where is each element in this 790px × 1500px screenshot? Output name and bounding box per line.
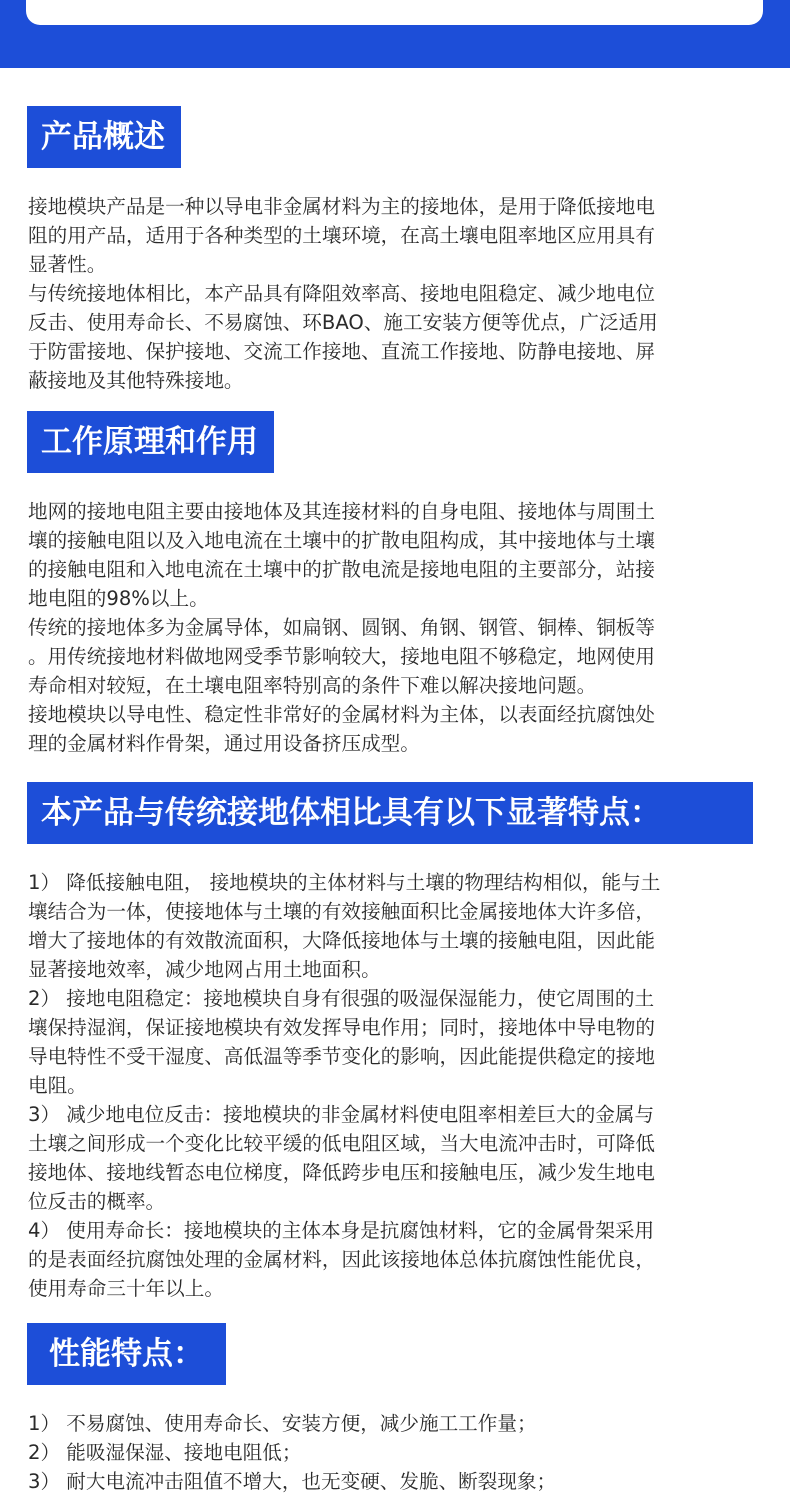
text-line: 理的金属材料作骨架，通过用设备挤压成型。 [28,732,420,755]
text-line: 与传统接地体相比，本产品具有降阻效率高、接地电阻稳定、减少地电位 [28,282,655,305]
text-line: 使用寿命三十年以上。 [28,1277,224,1300]
section-title-features: 本产品与传统接地体相比具有以下显著特点： [27,782,753,844]
section-body-features [28,868,768,1303]
text-line: 位反击的概率。 [28,1190,166,1213]
text-line: 显著接地效率，减少地网占用土地面积。 [28,958,381,981]
section-title-principle: 工作原理和作用 [27,411,274,473]
text-line: 壤的接触电阻以及入地电流在土壤中的扩散电阻构成，其中接地体与土壤 [28,529,655,552]
text-line: 1） 不易腐蚀、使用寿命长、安装方便，减少施工工作量； [28,1412,537,1435]
text-line: 接地体、接地线暂态电位梯度，降低跨步电压和接触电压，减少发生地电 [28,1161,655,1184]
text-line: 土壤之间形成一个变化比较平缓的低电阻区域，当大电流冲击时，可降低 [28,1132,655,1155]
text-line: 2） 接地电阻稳定：接地模块自身有很强的吸湿保湿能力，使它周围的土 [28,987,655,1010]
text-line: 壤保持湿润，保证接地模块有效发挥导电作用；同时，接地体中导电物的 [28,1016,655,1039]
text-line: 寿命相对较短，在土壤电阻率特别高的条件下难以解决接地问题。 [28,674,597,697]
text-line: 导电特性不受干湿度、高低温等季节变化的影响，因此能提供稳定的接地 [28,1045,655,1068]
text-line: 3） 耐大电流冲击阻值不增大，也无变硬、发脆、断裂现象； [28,1470,557,1493]
text-line: 显著性。 [28,253,107,276]
text-line: 的是表面经抗腐蚀处理的金属材料，因此该接地体总体抗腐蚀性能优良， [28,1248,655,1271]
text-line: 电阻。 [28,1074,87,1097]
text-line: 3） 减少地电位反击：接地模块的非金属材料使电阻率相差巨大的金属与 [28,1103,655,1126]
text-line: 传统的接地体多为金属导体，如扁钢、圆钢、角钢、钢管、铜棒、铜板等 [28,616,655,639]
text-line: 2） 能吸湿保湿、接地电阻低； [28,1441,302,1464]
section-body-performance [28,1409,768,1496]
section-body-principle [28,497,768,758]
text-line: 接地模块以导电性、稳定性非常好的金属材料为主体，以表面经抗腐蚀处 [28,703,655,726]
section-title-performance: 性能特点： [27,1323,226,1385]
text-line: 增大了接地体的有效散流面积，大降低接地体与土壤的接触电阻，因此能 [28,929,655,952]
text-line: 接地模块产品是一种以导电非金属材料为主的接地体，是用于降低接地电 [28,195,655,218]
text-line: 地网的接地电阻主要由接地体及其连接材料的自身电阻、接地体与周围土 [28,500,655,523]
text-line: 阻的用产品，适用于各种类型的土壤环境，在高土壤电阻率地区应用具有 [28,224,655,247]
text-line: 壤结合为一体，使接地体与土壤的有效接触面积比金属接地体大许多倍， [28,900,655,923]
section-body-overview [28,192,768,395]
text-line: 的接触电阻和入地电流在土壤中的扩散电流是接地电阻的主要部分，站接 [28,558,655,581]
text-line: 于防雷接地、保护接地、交流工作接地、直流工作接地、防静电接地、屏 [28,340,655,363]
text-line: 1） 降低接触电阻， 接地模块的主体材料与土壤的物理结构相似，能与土 [28,871,661,894]
text-line: 。用传统接地材料做地网受季节影响较大，接地电阻不够稳定，地网使用 [28,645,655,668]
text-line: 地电阻的98%以上。 [28,587,209,610]
section-title-overview: 产品概述 [27,106,181,168]
text-line: 蔽接地及其他特殊接地。 [28,369,244,392]
top-card [26,0,763,25]
text-line: 反击、使用寿命长、不易腐蚀、环BAO、施工安装方便等优点，广泛适用 [28,311,658,334]
text-line: 4） 使用寿命长：接地模块的主体本身是抗腐蚀材料，它的金属骨架采用 [28,1219,655,1242]
